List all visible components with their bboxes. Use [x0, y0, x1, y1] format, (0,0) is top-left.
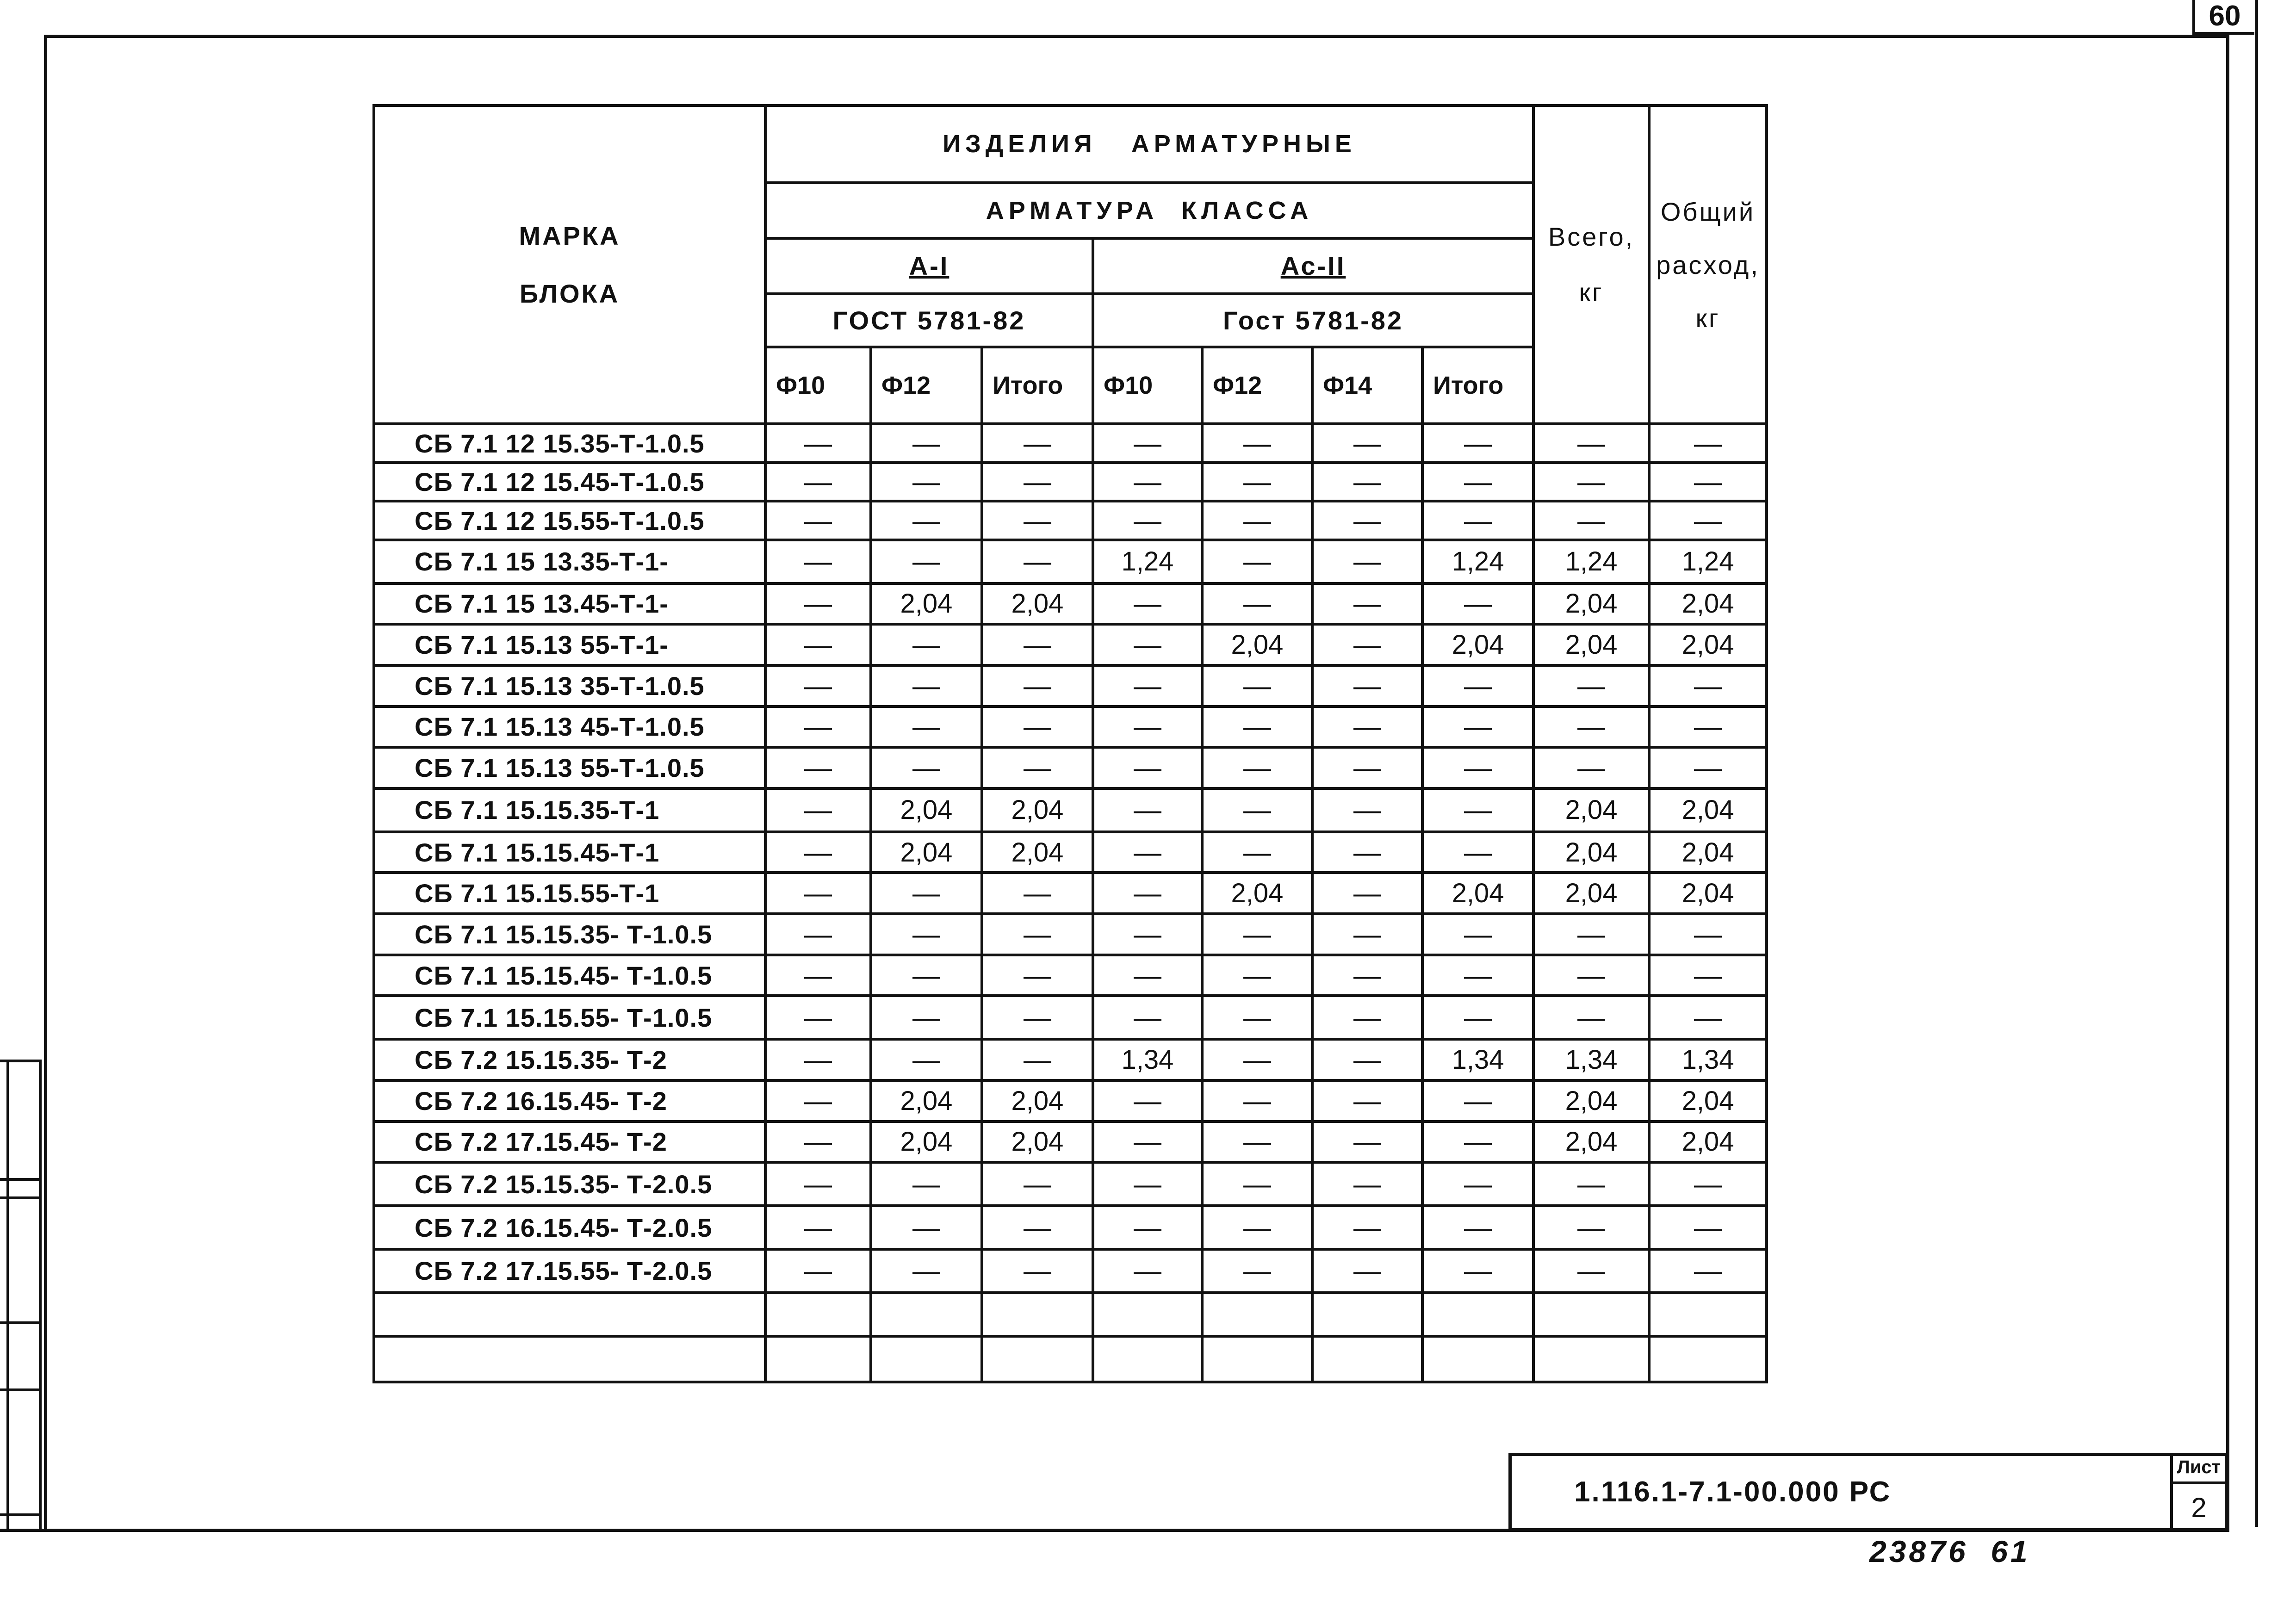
value-cell: 2,04 — [1533, 788, 1649, 832]
col-d12-b: Ф12 — [1202, 347, 1312, 424]
table-row — [374, 540, 1767, 583]
mark-header-line2: БЛОКА — [519, 279, 620, 309]
gost-a1: ГОСТ 5781-82 — [765, 294, 1093, 347]
block-mark-cell: СБ 7.1 15.13 45-Т-1.0.5 — [374, 707, 765, 748]
value-cell: — — [1312, 873, 1422, 914]
value-cell: 2,04 — [1533, 624, 1649, 665]
total-kg-line1: Всего, — [1548, 222, 1635, 252]
value-cell: — — [871, 1249, 982, 1293]
value-cell: — — [982, 665, 1093, 707]
value-cell: — — [1202, 955, 1312, 996]
value-cell: 1,34 — [1533, 1039, 1649, 1080]
value-cell: — — [982, 1249, 1093, 1293]
value-cell: — — [871, 540, 982, 583]
left-strip-divider — [0, 1178, 42, 1181]
sheet-number: 2 — [2191, 1492, 2207, 1523]
value-cell: — — [982, 914, 1093, 955]
value-cell: — — [1649, 1249, 1767, 1293]
value-cell: — — [1649, 665, 1767, 707]
mark-header-line1: МАРКА — [519, 221, 621, 251]
value-cell: — — [1202, 463, 1312, 501]
value-cell: — — [1533, 424, 1649, 462]
table-row — [374, 832, 1767, 873]
value-cell: — — [1312, 1080, 1422, 1122]
value-cell: — — [1533, 1162, 1649, 1206]
value-cell: — — [982, 540, 1093, 583]
value-cell: — — [982, 1039, 1093, 1080]
value-cell: — — [1093, 747, 1202, 788]
block-mark-cell: СБ 7.2 17.15.45- Т-2 — [374, 1122, 765, 1163]
table-row — [374, 424, 1767, 462]
table-row — [374, 873, 1767, 914]
value-cell: — — [871, 463, 982, 501]
table-row — [374, 707, 1767, 748]
value-cell: — — [765, 424, 871, 462]
value-cell — [1533, 1293, 1649, 1336]
value-cell — [1649, 1336, 1767, 1382]
block-mark-cell: СБ 7.1 15.15.45-Т-1 — [374, 832, 765, 873]
value-cell: — — [1422, 1206, 1533, 1249]
value-cell: 2,04 — [982, 788, 1093, 832]
col-itogo-b: Итого — [1422, 347, 1533, 424]
value-cell: — — [1093, 996, 1202, 1039]
value-cell: — — [765, 747, 871, 788]
value-cell: 1,24 — [1533, 540, 1649, 583]
value-cell: — — [1202, 747, 1312, 788]
value-cell: — — [1202, 665, 1312, 707]
block-mark-cell: СБ 7.1 15 13.45-Т-1- — [374, 583, 765, 625]
value-cell: — — [1093, 624, 1202, 665]
table-row — [374, 1249, 1767, 1293]
value-cell: — — [1093, 707, 1202, 748]
value-cell: 2,04 — [871, 1122, 982, 1163]
table-row — [374, 1206, 1767, 1249]
value-cell: — — [1202, 1039, 1312, 1080]
value-cell: — — [1312, 1206, 1422, 1249]
value-cell: — — [1312, 747, 1422, 788]
table-row — [374, 624, 1767, 665]
value-cell: 2,04 — [1649, 1122, 1767, 1163]
sheet-label: Лист — [2173, 1453, 2225, 1484]
value-cell: — — [1093, 463, 1202, 501]
value-cell: — — [1533, 707, 1649, 748]
value-cell — [1202, 1293, 1312, 1336]
value-cell: — — [1533, 665, 1649, 707]
value-cell: 2,04 — [1649, 583, 1767, 625]
value-cell: — — [1422, 788, 1533, 832]
value-cell: — — [982, 424, 1093, 462]
gost-a2: Гост 5781-82 — [1093, 294, 1533, 347]
value-cell: — — [1312, 996, 1422, 1039]
value-cell: — — [871, 707, 982, 748]
left-strip-line — [6, 1062, 9, 1530]
value-cell: — — [982, 955, 1093, 996]
value-cell: — — [871, 1162, 982, 1206]
value-cell: 2,04 — [1649, 788, 1767, 832]
value-cell: 2,04 — [1202, 873, 1312, 914]
value-cell: — — [1093, 665, 1202, 707]
value-cell: — — [765, 665, 871, 707]
value-cell: — — [765, 707, 871, 748]
value-cell: — — [1312, 624, 1422, 665]
corner-page-number: 60 — [2192, 0, 2254, 35]
value-cell: — — [871, 914, 982, 955]
value-cell: — — [871, 1206, 982, 1249]
value-cell: 2,04 — [871, 1080, 982, 1122]
value-cell: — — [1093, 955, 1202, 996]
value-cell: — — [871, 1039, 982, 1080]
value-cell: — — [1649, 707, 1767, 748]
table-row — [374, 1293, 1767, 1336]
value-cell: — — [1649, 996, 1767, 1039]
value-cell — [982, 1293, 1093, 1336]
value-cell: 2,04 — [1422, 873, 1533, 914]
table-row — [374, 1162, 1767, 1206]
value-cell: — — [1093, 873, 1202, 914]
value-cell: 2,04 — [1202, 624, 1312, 665]
value-cell: 2,04 — [1533, 583, 1649, 625]
table-row — [374, 583, 1767, 625]
value-cell — [1649, 1293, 1767, 1336]
value-cell: — — [1422, 707, 1533, 748]
value-cell: — — [1312, 1162, 1422, 1206]
value-cell: — — [1533, 463, 1649, 501]
value-cell: — — [1202, 914, 1312, 955]
value-cell: — — [1533, 996, 1649, 1039]
value-cell: — — [765, 1080, 871, 1122]
value-cell: 2,04 — [1649, 873, 1767, 914]
block-mark-cell: СБ 7.2 17.15.55- Т-2.0.5 — [374, 1249, 765, 1293]
value-cell — [1093, 1336, 1202, 1382]
value-cell: 2,04 — [982, 1122, 1093, 1163]
value-cell: — — [982, 624, 1093, 665]
document-code: 1.116.1-7.1-00.000 РС — [1574, 1476, 1892, 1508]
value-cell: — — [765, 624, 871, 665]
block-mark-cell: СБ 7.1 12 15.45-Т-1.0.5 — [374, 463, 765, 501]
col-itogo-a: Итого — [982, 347, 1093, 424]
value-cell: 1,24 — [1093, 540, 1202, 583]
value-cell — [1093, 1293, 1202, 1336]
value-cell: — — [871, 996, 982, 1039]
value-cell: — — [1649, 955, 1767, 996]
value-cell: 2,04 — [1649, 832, 1767, 873]
block-mark-cell: СБ 7.2 15.15.35- Т-2.0.5 — [374, 1162, 765, 1206]
overall-line1: Общий — [1660, 197, 1756, 226]
value-cell — [765, 1293, 871, 1336]
value-cell: — — [765, 1206, 871, 1249]
value-cell: — — [1533, 914, 1649, 955]
value-cell: — — [982, 873, 1093, 914]
left-strip-divider — [0, 1513, 42, 1516]
value-cell: — — [765, 1039, 871, 1080]
class-a1-header: А-I — [765, 238, 1093, 294]
value-cell: — — [1649, 424, 1767, 462]
value-cell: — — [1533, 747, 1649, 788]
value-cell: — — [1422, 463, 1533, 501]
table-row — [374, 1080, 1767, 1122]
block-mark-cell: СБ 7.2 16.15.45- Т-2.0.5 — [374, 1206, 765, 1249]
value-cell: — — [1093, 1080, 1202, 1122]
value-cell: — — [1422, 1080, 1533, 1122]
block-mark-cell: СБ 7.2 15.15.35- Т-2 — [374, 1039, 765, 1080]
value-cell: 2,04 — [982, 832, 1093, 873]
value-cell: — — [1202, 1080, 1312, 1122]
value-cell: 1,24 — [1422, 540, 1533, 583]
value-cell: — — [871, 624, 982, 665]
value-cell: 1,24 — [1649, 540, 1767, 583]
left-strip-divider — [0, 1388, 42, 1391]
value-cell: — — [1312, 583, 1422, 625]
table-row — [374, 1122, 1767, 1163]
value-cell: — — [1202, 540, 1312, 583]
sheet-cell — [2170, 1453, 2225, 1531]
value-cell: — — [1312, 501, 1422, 539]
col-d10-a: Ф10 — [765, 347, 871, 424]
value-cell: — — [765, 955, 871, 996]
value-cell — [1422, 1293, 1533, 1336]
title-block-stamp — [1508, 1453, 2228, 1531]
overall-consumption-header — [1649, 105, 1767, 424]
table-row — [374, 463, 1767, 501]
value-cell: — — [765, 914, 871, 955]
table-row — [374, 1039, 1767, 1080]
value-cell: — — [1093, 1162, 1202, 1206]
value-cell: 2,04 — [982, 583, 1093, 625]
value-cell: — — [1202, 1162, 1312, 1206]
table-row — [374, 501, 1767, 539]
total-kg-header — [1533, 105, 1649, 424]
table-row — [374, 996, 1767, 1039]
block-mark-cell: СБ 7.1 15.15.35-Т-1 — [374, 788, 765, 832]
value-cell: — — [765, 996, 871, 1039]
table-row — [374, 1336, 1767, 1382]
value-cell: — — [1422, 832, 1533, 873]
class-a2-header: Ас-II — [1093, 238, 1533, 294]
value-cell: 1,34 — [1093, 1039, 1202, 1080]
rebar-class-header: АРМАТУРА КЛАССА — [765, 183, 1533, 238]
value-cell: — — [1202, 1206, 1312, 1249]
value-cell: — — [1649, 914, 1767, 955]
value-cell — [1312, 1293, 1422, 1336]
value-cell: — — [1649, 747, 1767, 788]
value-cell: — — [1422, 914, 1533, 955]
value-cell: — — [765, 463, 871, 501]
value-cell: — — [1202, 583, 1312, 625]
value-cell: — — [1312, 832, 1422, 873]
value-cell — [1533, 1336, 1649, 1382]
block-mark-cell: СБ 7.1 15.15.55-Т-1 — [374, 873, 765, 914]
value-cell: — — [1202, 996, 1312, 1039]
value-cell: 2,04 — [1533, 1122, 1649, 1163]
table-row — [374, 747, 1767, 788]
block-mark-cell: СБ 7.1 15.15.45- Т-1.0.5 — [374, 955, 765, 996]
value-cell: — — [982, 1206, 1093, 1249]
value-cell: — — [1649, 463, 1767, 501]
value-cell: — — [1533, 1206, 1649, 1249]
value-cell: — — [871, 501, 982, 539]
value-cell: — — [1422, 1249, 1533, 1293]
block-mark-cell — [374, 1336, 765, 1382]
col-d10-b: Ф10 — [1093, 347, 1202, 424]
value-cell: — — [1202, 1122, 1312, 1163]
value-cell — [982, 1336, 1093, 1382]
value-cell: — — [1312, 1249, 1422, 1293]
value-cell: — — [1202, 1249, 1312, 1293]
value-cell: — — [1649, 1206, 1767, 1249]
value-cell: — — [765, 1249, 871, 1293]
value-cell — [1422, 1336, 1533, 1382]
value-cell — [871, 1336, 982, 1382]
value-cell: 2,04 — [982, 1080, 1093, 1122]
value-cell: 2,04 — [1649, 624, 1767, 665]
table-row — [374, 914, 1767, 955]
value-cell: — — [982, 996, 1093, 1039]
value-cell: — — [871, 873, 982, 914]
left-binding-strip — [0, 1060, 42, 1529]
value-cell: — — [1093, 1122, 1202, 1163]
block-mark-cell — [374, 1293, 765, 1336]
value-cell: — — [1312, 788, 1422, 832]
value-cell: 2,04 — [871, 788, 982, 832]
value-cell: 2,04 — [871, 832, 982, 873]
value-cell: 2,04 — [1422, 624, 1533, 665]
value-cell: — — [1093, 1206, 1202, 1249]
value-cell: — — [1093, 583, 1202, 625]
value-cell — [1202, 1336, 1312, 1382]
value-cell: — — [1422, 996, 1533, 1039]
value-cell: — — [765, 788, 871, 832]
value-cell: — — [1312, 955, 1422, 996]
value-cell: — — [1649, 1162, 1767, 1206]
value-cell: — — [1422, 583, 1533, 625]
value-cell: — — [1312, 665, 1422, 707]
value-cell: 2,04 — [1533, 1080, 1649, 1122]
value-cell: — — [1312, 540, 1422, 583]
value-cell: 1,34 — [1422, 1039, 1533, 1080]
value-cell: — — [1422, 747, 1533, 788]
left-strip-divider — [0, 1196, 42, 1199]
value-cell: — — [1422, 955, 1533, 996]
value-cell: — — [1093, 424, 1202, 462]
value-cell: — — [1533, 955, 1649, 996]
value-cell: — — [1202, 424, 1312, 462]
col-d14-b: Ф14 — [1312, 347, 1422, 424]
mark-header — [374, 105, 765, 424]
value-cell: — — [765, 501, 871, 539]
left-strip-divider — [0, 1321, 42, 1324]
value-cell: — — [982, 1162, 1093, 1206]
value-cell: — — [1649, 501, 1767, 539]
value-cell — [765, 1336, 871, 1382]
reinforcement-spec-table — [372, 104, 1768, 1383]
block-mark-cell: СБ 7.1 15.13 55-Т-1.0.5 — [374, 747, 765, 788]
value-cell: — — [765, 873, 871, 914]
value-cell: — — [1093, 788, 1202, 832]
overall-line3: кг — [1695, 303, 1720, 333]
outer-right-line — [2255, 0, 2258, 1527]
value-cell: — — [1312, 1039, 1422, 1080]
value-cell: — — [1422, 665, 1533, 707]
value-cell: — — [765, 540, 871, 583]
value-cell: — — [1202, 707, 1312, 748]
value-cell: — — [1422, 1122, 1533, 1163]
value-cell: 1,34 — [1649, 1039, 1767, 1080]
value-cell: — — [982, 707, 1093, 748]
value-cell: — — [871, 747, 982, 788]
table-row — [374, 788, 1767, 832]
block-mark-cell: СБ 7.1 15.13 55-Т-1- — [374, 624, 765, 665]
value-cell: — — [982, 501, 1093, 539]
value-cell: 2,04 — [871, 583, 982, 625]
block-mark-cell: СБ 7.1 15 13.35-Т-1- — [374, 540, 765, 583]
value-cell: — — [1533, 1249, 1649, 1293]
value-cell: — — [1312, 1122, 1422, 1163]
value-cell: 2,04 — [1649, 1080, 1767, 1122]
inventory-number: 23876 61 — [1869, 1534, 2030, 1568]
value-cell: — — [1312, 424, 1422, 462]
block-mark-cell: СБ 7.1 12 15.35-Т-1.0.5 — [374, 424, 765, 462]
value-cell: — — [1202, 788, 1312, 832]
table-row — [374, 955, 1767, 996]
products-header: ИЗДЕЛИЯ АРМАТУРНЫЕ — [765, 105, 1533, 183]
value-cell: — — [871, 955, 982, 996]
value-cell — [1312, 1336, 1422, 1382]
block-mark-cell: СБ 7.1 12 15.55-Т-1.0.5 — [374, 501, 765, 539]
value-cell: — — [1202, 832, 1312, 873]
table-body — [374, 424, 1767, 1382]
table-row — [374, 665, 1767, 707]
value-cell: — — [1093, 1249, 1202, 1293]
value-cell: — — [1312, 707, 1422, 748]
value-cell: — — [765, 1162, 871, 1206]
value-cell: — — [982, 463, 1093, 501]
value-cell: — — [871, 665, 982, 707]
block-mark-cell: СБ 7.1 15.13 35-Т-1.0.5 — [374, 665, 765, 707]
block-mark-cell: СБ 7.1 15.15.35- Т-1.0.5 — [374, 914, 765, 955]
value-cell: — — [1422, 424, 1533, 462]
value-cell: 2,04 — [1533, 832, 1649, 873]
value-cell: — — [1422, 501, 1533, 539]
value-cell: — — [1093, 914, 1202, 955]
value-cell: — — [982, 747, 1093, 788]
value-cell — [871, 1293, 982, 1336]
value-cell: — — [1312, 914, 1422, 955]
value-cell: — — [871, 424, 982, 462]
value-cell: — — [765, 832, 871, 873]
overall-line2: расход, — [1656, 250, 1760, 279]
value-cell: — — [1312, 463, 1422, 501]
value-cell: 2,04 — [1533, 873, 1649, 914]
value-cell: — — [1422, 1162, 1533, 1206]
total-kg-line2: кг — [1579, 278, 1604, 307]
col-d12-a: Ф12 — [871, 347, 982, 424]
block-mark-cell: СБ 7.2 16.15.45- Т-2 — [374, 1080, 765, 1122]
value-cell: — — [765, 1122, 871, 1163]
value-cell: — — [765, 583, 871, 625]
value-cell: — — [1533, 501, 1649, 539]
value-cell: — — [1202, 501, 1312, 539]
value-cell: — — [1093, 832, 1202, 873]
block-mark-cell: СБ 7.1 15.15.55- Т-1.0.5 — [374, 996, 765, 1039]
value-cell: — — [1093, 501, 1202, 539]
